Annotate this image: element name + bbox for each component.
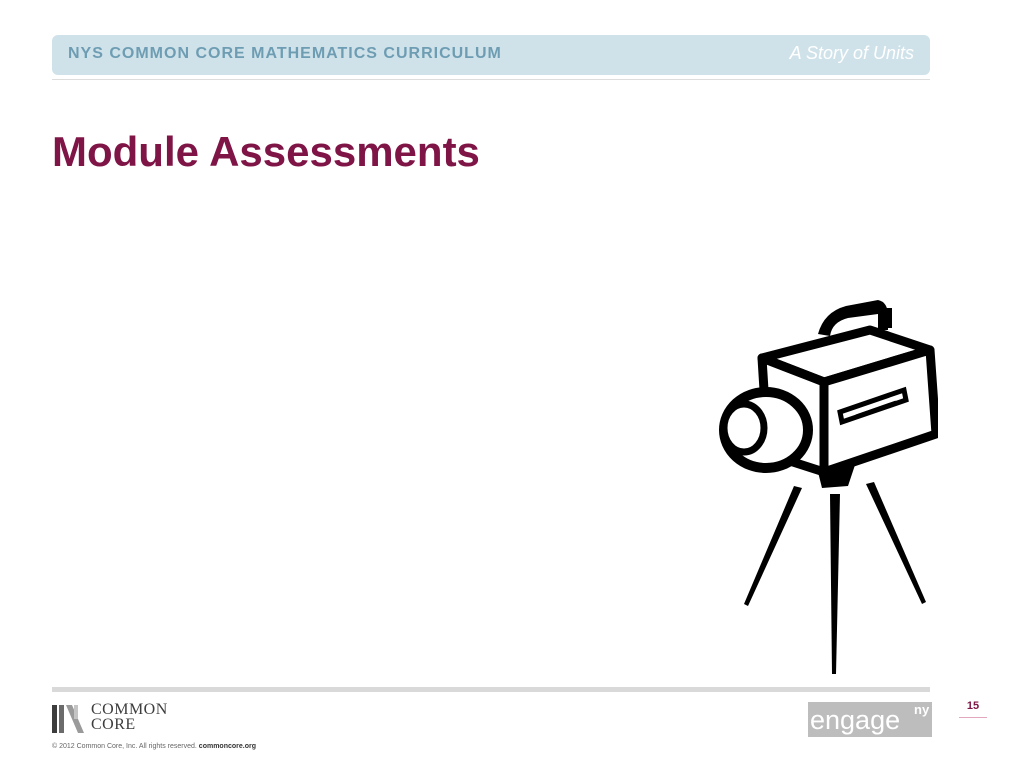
header-bar: [52, 35, 930, 75]
engage-ny-superscript: ny: [914, 702, 930, 717]
video-camera-icon: [706, 294, 938, 678]
camera-lens: [724, 404, 764, 452]
common-core-line1: COMMON: [91, 701, 168, 718]
page-number: 15: [966, 700, 980, 712]
series-subtitle: A Story of Units: [789, 43, 914, 63]
page-number-underline: [959, 717, 987, 718]
curriculum-title: NYS COMMON CORE MATHEMATICS CURRICULUM: [68, 45, 502, 62]
commoncore-link[interactable]: commoncore.org: [198, 743, 256, 750]
common-core-wordmark: [91, 702, 168, 732]
engage-wordmark: engage: [810, 705, 901, 735]
copyright-notice: [52, 743, 256, 750]
tripod-leg-left: [744, 486, 802, 606]
common-core-bars-icon: [52, 705, 84, 733]
engageny-logo: [808, 702, 932, 737]
common-core-logo: [52, 702, 192, 734]
slide-title: Module Assessments: [52, 128, 480, 175]
header-divider: [52, 79, 930, 80]
copyright-text: © 2012 Common Core, Inc. All rights reserved.: [52, 743, 197, 750]
footer-divider: [52, 687, 930, 692]
tripod-leg-center: [830, 494, 840, 674]
common-core-line2: CORE: [91, 716, 136, 733]
tripod-leg-right: [866, 482, 926, 604]
